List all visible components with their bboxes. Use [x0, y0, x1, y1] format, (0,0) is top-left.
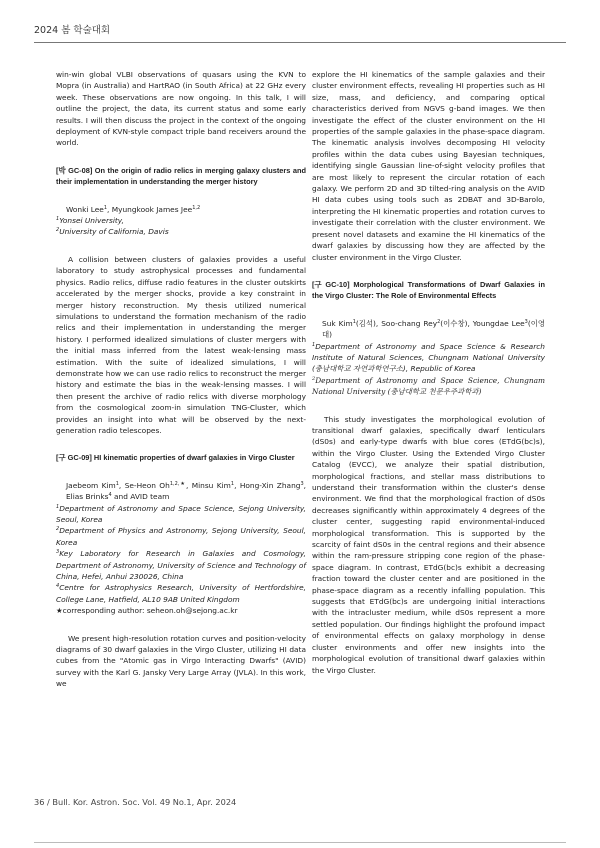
affiliation-text: University of California, Davis — [59, 227, 169, 237]
gc09-abstract-start: We present high-resolution rotation curves and position-velocity diagrams of 30 dwarf galaxies in the Virgo Cluster, utilizing HI data cubes from the "Atomic gas in Virgo Interacting Dwarfs" (AVID) survey with the Karl G. Jansky Very Large Array (JVLA). In this work, we — [56, 633, 306, 689]
gc09-abstract-continuation: explore the HI kinematics of the sample galaxies and their cluster environment effects, revealing HI properties such as HI size, mass, and deficiency, and comparing optical characteristics derived from NGVS g-band images. We then investigate the effect of the cluster environment on the HI properties of the sample galaxies in the phase-space diagram. The kinematic analysis involves decomposing HI velocity profiles within the data cubes using Bayesian techniques, identifying single Gaussian line-of-sight velocity profiles that are most likely to represent the circular rotation of each galaxy. We perform 2D and 3D tilted-ring analysis on the AVID HI data cubes using tools such as 2DBAT and 3D-Barolo, interpreting the HI kinematic properties and rotation curves to investigate their correlation with the cluster environment. We present novel datasets and examine the HI kinematics of the dwarf galaxies by discussing how they are affected by the cluster environment in the Virgo Cluster. — [312, 70, 545, 262]
gc10-affiliation — [312, 375, 545, 398]
affiliation-text: Key Laboratory for Research in Galaxies and Cosmology, Department of Astronomy, University of Science and Technology of China, Hefei, Anhui 230026, China — [56, 549, 306, 582]
affiliation-mark: 2 — [56, 227, 60, 234]
affiliation-mark: 4 — [56, 583, 60, 590]
gc08-authors — [56, 204, 306, 215]
author-affiliation-mark: 1 — [230, 480, 235, 487]
gc09-title: [구 GC-09] HI kinematic properties of dwarf galaxies in Virgo Cluster — [56, 453, 295, 463]
affiliation-text: Department of Physics and Astronomy, Sejong University, Seoul, Korea — [56, 526, 306, 547]
gc08-affiliation — [56, 226, 306, 237]
running-header: 2024 봄 학술대회 — [34, 25, 111, 36]
page-footer: 36 / Bull. Kor. Astron. Soc. Vol. 49 No.1, Apr. 2024 — [34, 797, 237, 807]
previous-abstract-continuation: win-win global VLBI observations of quasars using the KVN to Mopra (in Australia) and HartRAO (in South Africa) at 22 GHz every week. These observations are now ongoing. In this talk, I will outline the project, the data, its current status and some early results. I will then discuss the project in the context of the ongoing deployment of KVN-style compact triple band receivers around the world. — [56, 70, 306, 148]
affiliation-text: Department of Astronomy and Space Science & Research Institute of Natural Sciences, Chungnam National University (충남대학교 자연과학연구소), Republic of Korea — [312, 341, 545, 374]
gc08-title: [박 GC-08] On the origin of radio relics in merging galaxy clusters and their implementation in understanding the merger history — [56, 165, 306, 187]
gc10-title: [구 GC-10] Morphological Transformations of Dwarf Galaxies in the Virgo Cluster: The Role of Environmental Effects — [312, 279, 545, 301]
left-column — [56, 69, 306, 690]
corresponding-author-email: ★corresponding author: seheon.oh@sejong.ac.kr — [56, 606, 238, 616]
author-separator: , — [303, 480, 306, 490]
author-name: Elias Brinks — [66, 492, 109, 502]
affiliation-mark: 2 — [56, 526, 60, 533]
author-name: Myungkook James Jee — [111, 204, 193, 214]
author-affiliation-mark: 1 — [103, 204, 108, 211]
gc10-affiliation — [312, 341, 545, 375]
author-affiliation-mark: 4 — [108, 492, 112, 499]
author-name: Youngdae Lee — [472, 318, 525, 328]
author-affiliation-mark: 1 — [115, 480, 119, 487]
gc10-authors — [312, 318, 545, 341]
author-affiliation-mark: 1,2 — [192, 204, 201, 211]
affiliation-text: Department of Astronomy and Space Science, Chungnam National University (충남대학교 천문우주과학과) — [312, 375, 545, 397]
affiliation-mark: 1 — [312, 341, 316, 348]
author-name: Jaebeom Kim — [66, 480, 116, 490]
author-affiliation-mark: 3 — [300, 480, 304, 487]
author-name: Wonki Lee — [66, 204, 104, 214]
affiliation-mark: 3 — [56, 549, 60, 556]
author-separator: , — [118, 480, 125, 490]
author-affiliation-mark: 1,2,★ — [169, 480, 186, 487]
author-separator: and AVID team — [111, 492, 170, 502]
footer-divider — [34, 842, 566, 843]
right-column — [312, 69, 545, 676]
author-separator: , — [234, 480, 240, 490]
author-affiliation-mark: 2 — [437, 318, 441, 325]
gc09-affiliation — [56, 503, 306, 526]
affiliation-text: Centre for Astrophysics Research, University of Hertfordshire, College Lane, Hatfield, AL10 9AB United Kingdom — [56, 583, 306, 604]
author-separator: (이영대) — [322, 318, 546, 340]
author-separator: (김석), — [355, 318, 382, 328]
header-divider — [34, 42, 566, 43]
gc09-affiliation — [56, 525, 306, 548]
affiliation-text: Department of Astronomy and Space Science, Sejong University, Seoul, Korea — [56, 503, 306, 524]
author-separator: , — [185, 480, 192, 490]
gc10-abstract: This study investigates the morphological evolution of transitional dwarf galaxies, specifically dwarf lenticulars (dS0s) and early-type dwarfs with blue cores (ETdG(bc)s), within the Virgo Cluster. Using the Extended Virgo Cluster Catalog (EVCC), we analyze their spatial distribution, morphological fractions, and stellar mass distributions to understand their transformation within the cluster's dense environment. We find that the morphological fraction of dS0s decreases significantly within approximately 4 degrees of the cluster center, suggesting rapid environmental-induced morphological transformation. This is supported by the scarcity of faint dS0s in the central regions and their absence within the ram-pressure stripping cone region of the phase-space diagram. In contrast, ETdG(bc)s exhibit a decreasing fraction toward the cluster center and are positioned in the phase-space diagram as a recently infalling population. This suggests that ETdG(bc)s are undergoing initial interactions with the intracluster medium, while dS0s represent a more settled population. Our findings highlight the profound impact of environmental effects on galaxy morphology in dense cluster environments and offer new insights into the morphological evolution of transitional dwarf galaxies within the Virgo Cluster. — [312, 414, 545, 675]
author-affiliation-mark: 1 — [352, 318, 356, 325]
author-name: Soo-chang Rey — [381, 318, 438, 328]
author-separator: (이수창), — [440, 318, 473, 328]
gc09-affiliation — [56, 582, 306, 605]
affiliation-text: Yonsei University, — [59, 216, 124, 226]
gc09-affiliation — [56, 548, 306, 582]
affiliation-mark: 2 — [312, 375, 316, 382]
gc09-authors — [56, 480, 306, 503]
author-separator: , — [107, 204, 112, 214]
author-name: Suk Kim — [322, 318, 353, 328]
author-name: Hong-Xin Zhang — [239, 480, 301, 490]
author-name: Minsu Kim — [191, 480, 231, 490]
author-name: Se-Heon Oh — [124, 480, 170, 490]
affiliation-mark: 1 — [56, 216, 60, 223]
affiliation-mark: 1 — [56, 503, 60, 510]
gc08-affiliation — [56, 215, 306, 226]
gc08-abstract: A collision between clusters of galaxies provides a useful laboratory to study astrophysical processes and fundamental physics. Radio relics, diffuse radio features in the cluster outskirts accelerated by the merger shocks, provide a key constraint in merger history reconstruction. My thesis utilized numerical simulations to understand the formation mechanism of the radio relics and their implementation in understanding the merger history. I performed idealized simulations of cluster mergers with the initial mass inferred from the latest weak-lensing mass estimation. With the suite of idealized simulations, I will demonstrate how we can use radio relics to reconstruct the merger history and estimate the bias in the weak-lensing masses. I will then present the archive of radio relics with diverse morphology from the cosmological zoom-in simulation TNG-Cluster, which provides an insight into what will be observed by the next-generation radio telescopes. — [56, 254, 306, 435]
author-affiliation-mark: 3 — [524, 318, 528, 325]
